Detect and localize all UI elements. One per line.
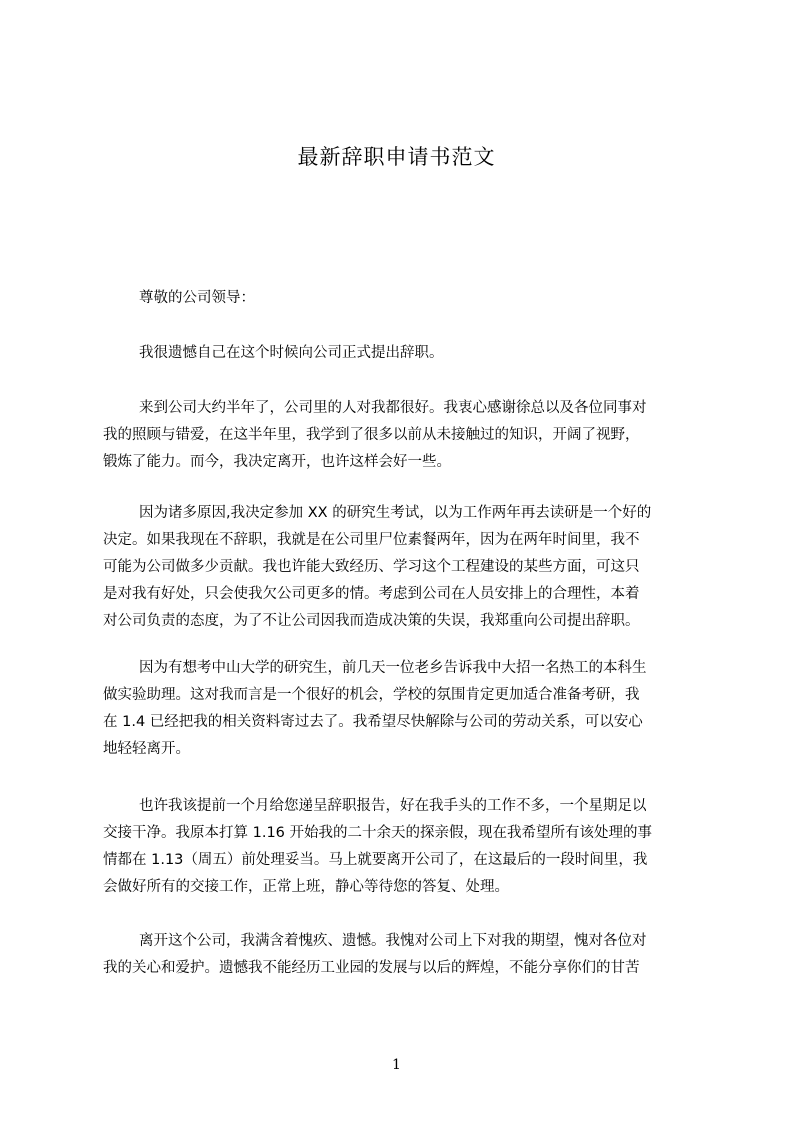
paragraph-line: 交接干净。我原本打算 1.16 开始我的二十余天的探亲假，现在我希望所有该处理的事 [103,825,653,841]
paragraph-line: 因为有想考中山大学的研究生，前几天一位老乡告诉我中大招一名热工的本科生 [139,660,647,676]
salutation-paragraph [103,285,701,312]
salutation-line: 尊敬的公司领导： [139,290,255,306]
paragraph-line: 我的关心和爱护。遗憾我不能经历工业园的发展与以后的辉煌，不能分享你们的甘苦 [103,960,640,976]
paragraph-line: 我很遗憾自己在这个时候向公司正式提出辞职。 [139,345,444,361]
paragraph-line: 可能为公司做多少贡献。我也许能大致经历、学习这个工程建设的某些方面，可这只 [103,559,640,575]
paragraph-line: 是对我有好处，只会使我欠公司更多的情。考虑到公司在人员安排上的合理性，本着 [103,586,640,602]
paragraph-line: 做实验助理。这对我而言是一个很好的机会，学校的氛围肯定更加适合准备考研，我 [103,687,640,703]
paragraph-1 [103,340,701,367]
paragraph-line: 在 1.4 已经把我的相关资料寄过去了。我希望尽快解除与公司的劳动关系，可以安心 [103,714,643,730]
document-title: 最新辞职申请书范文 [297,145,496,169]
paragraph-line: 也许我该提前一个月给您递呈辞职报告，好在我手头的工作不多，一个星期足以 [139,798,647,814]
paragraph-line: 锻炼了能力。而今，我决定离开，也许这样会好一些。 [103,454,451,470]
paragraph-6 [103,928,701,982]
paragraph-line: 因为诸多原因,我决定参加 XX 的研究生考试，以为工作两年再去读研是一个好的 [139,505,652,521]
paragraph-line: 离开这个公司，我满含着愧疚、遗憾。我愧对公司上下对我的期望，愧对各位对 [139,933,647,949]
paragraph-5 [103,793,701,901]
paragraph-2 [103,395,701,476]
paragraph-line: 决定。如果我现在不辞职，我就是在公司里尸位素餐两年，因为在两年时间里，我不 [103,532,640,548]
paragraph-line: 情都在 1.13（周五）前处理妥当。马上就要离开公司了，在这最后的一段时间里，我 [103,852,648,868]
page-number: 1 [392,1057,401,1073]
paragraph-line: 地轻轻离开。 [103,741,190,757]
paragraph-3 [103,500,701,635]
paragraph-line: 来到公司大约半年了，公司里的人对我都很好。我衷心感谢徐总以及各位同事对 [139,400,647,416]
paragraph-4 [103,655,701,763]
paragraph-line: 对公司负责的态度，为了不让公司因我而造成决策的失误，我郑重向公司提出辞职。 [103,613,640,629]
paragraph-line: 我的照顾与错爱，在这半年里，我学到了很多以前从未接触过的知识，开阔了视野， [103,427,640,443]
paragraph-line: 会做好所有的交接工作，正常上班，静心等待您的答复、处理。 [103,879,509,895]
